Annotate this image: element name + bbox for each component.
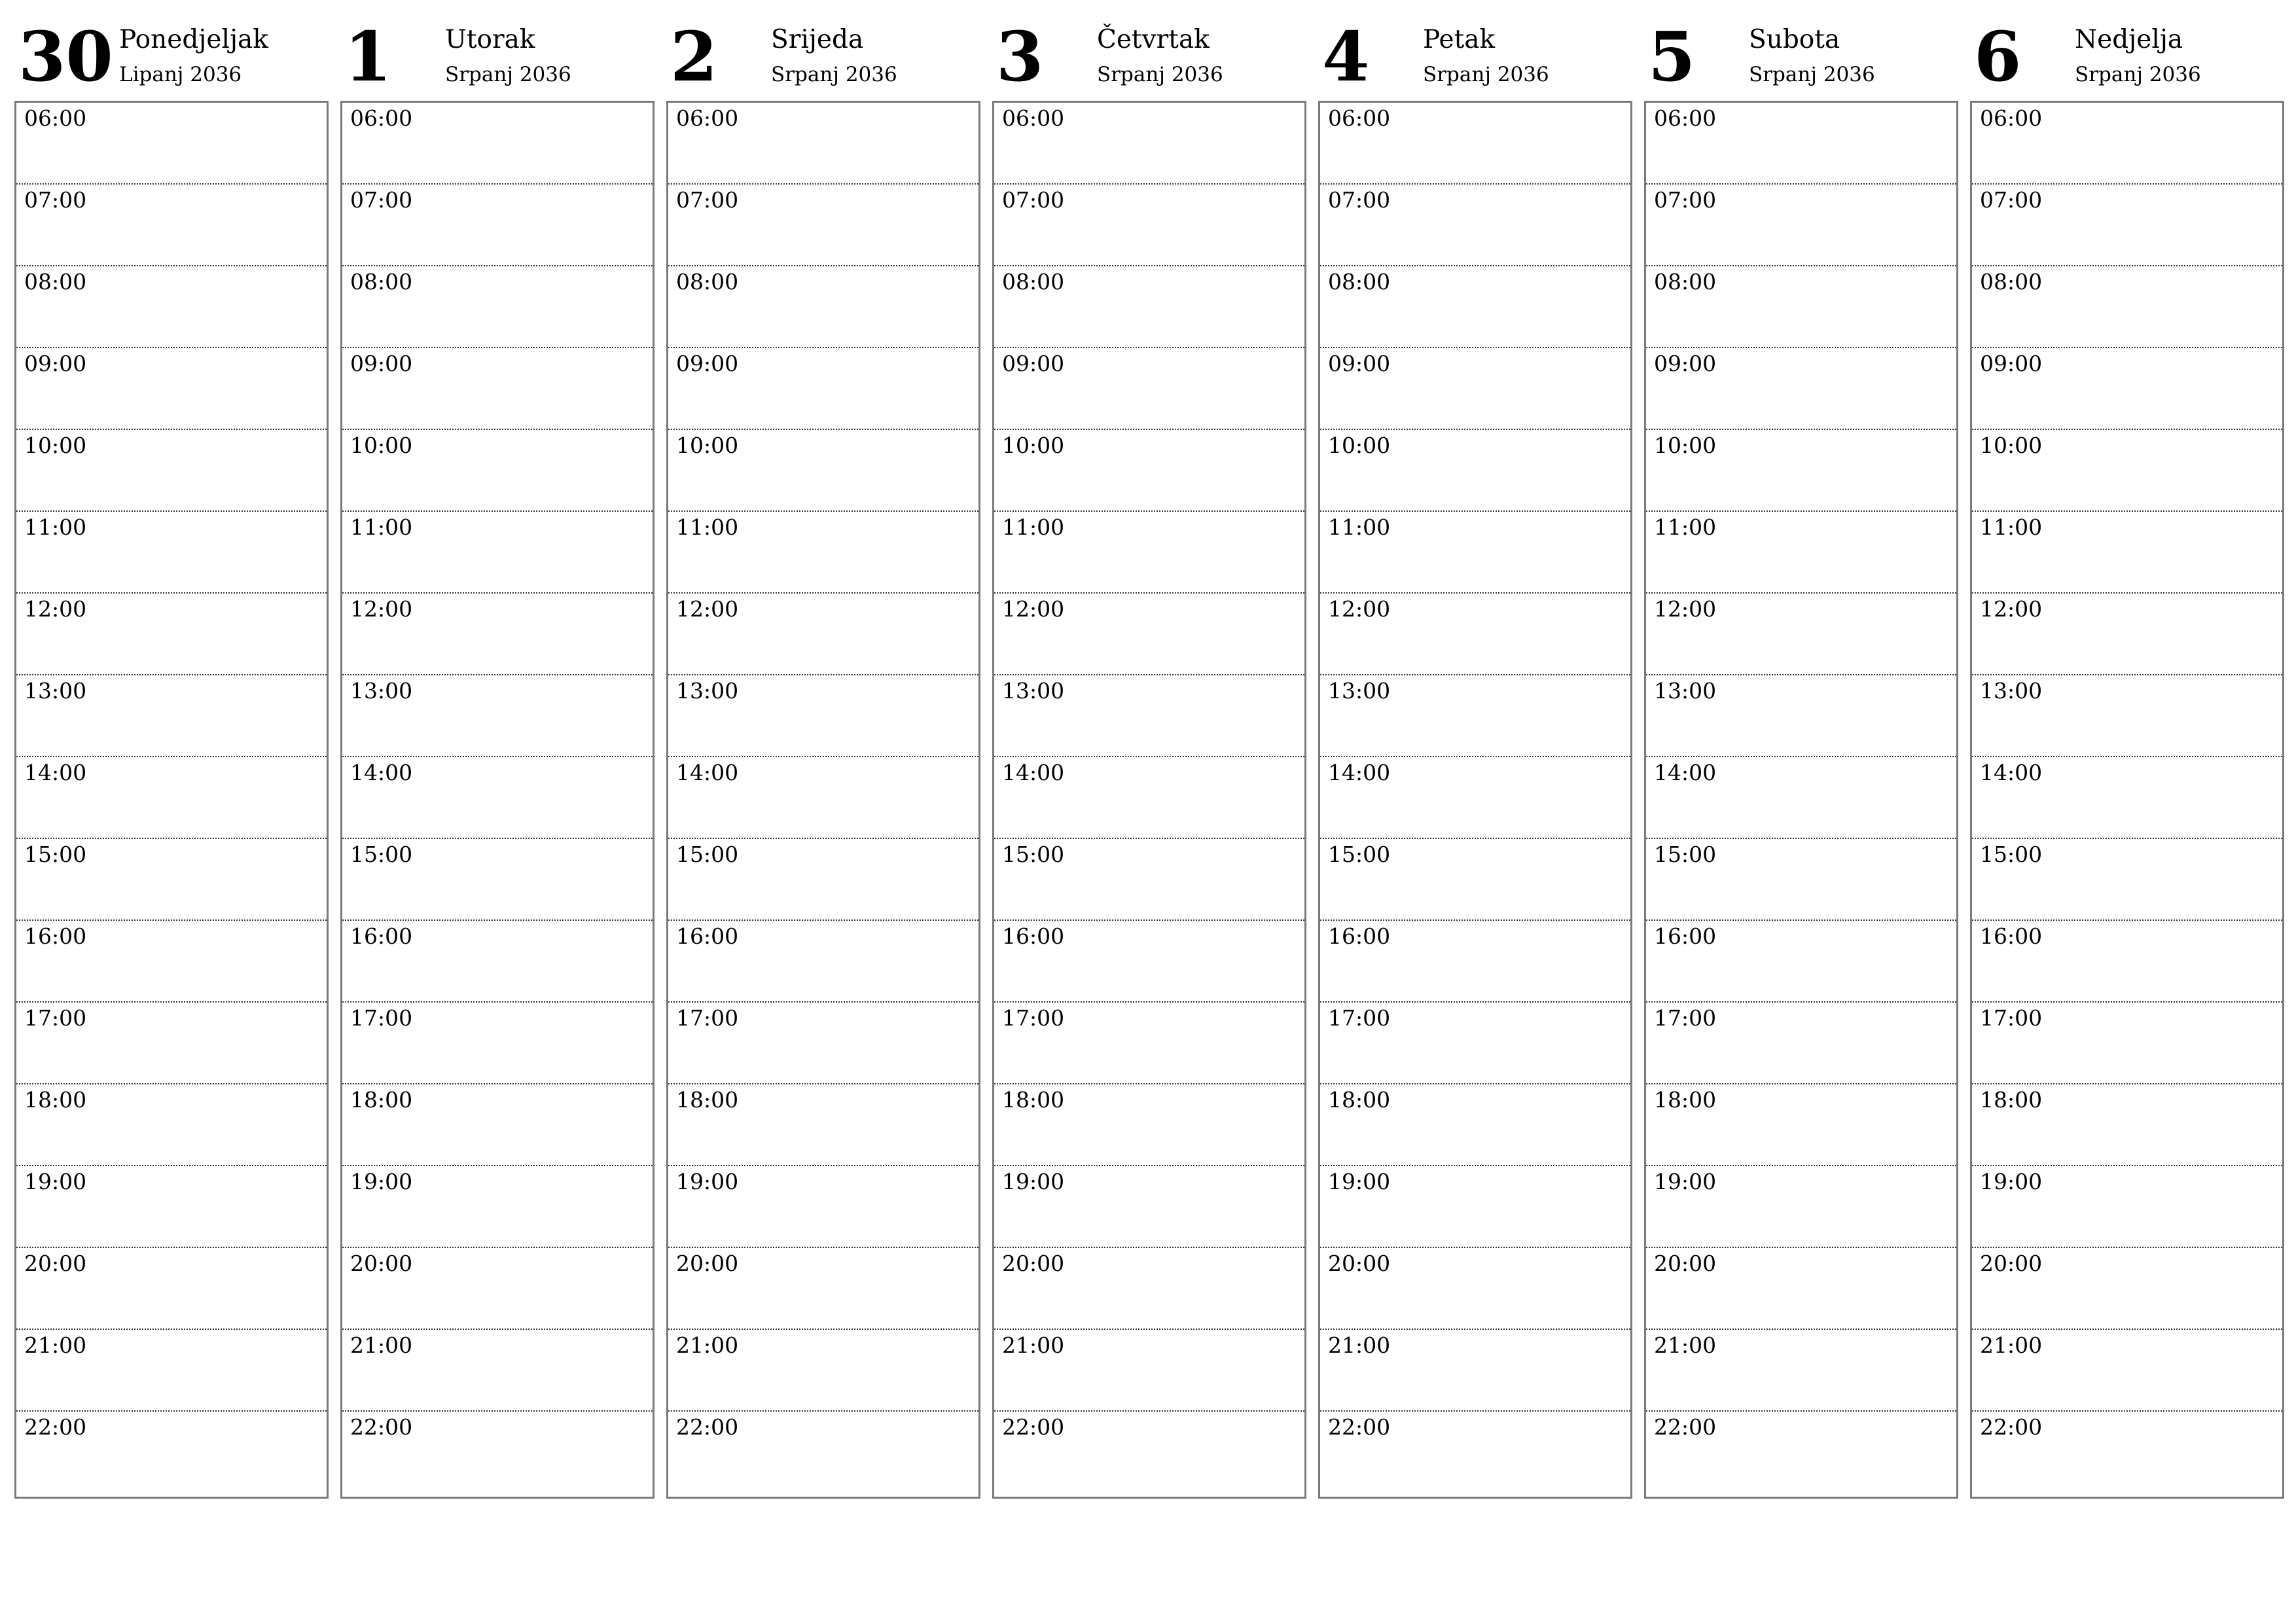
time-slot-label: 21:00 (676, 1332, 739, 1358)
time-slot[interactable] (668, 103, 978, 185)
time-slot[interactable] (16, 921, 327, 1003)
time-slot-list (340, 101, 655, 1499)
time-slot[interactable] (668, 757, 978, 839)
time-slot[interactable] (994, 1084, 1304, 1166)
time-slot-label: 08:00 (1654, 269, 1717, 294)
time-slot[interactable] (342, 185, 653, 266)
time-slot-label: 14:00 (1328, 760, 1391, 785)
time-slot[interactable] (342, 921, 653, 1003)
time-slot[interactable] (668, 1166, 978, 1248)
time-slot[interactable] (16, 594, 327, 675)
time-slot-label: 21:00 (1654, 1332, 1717, 1358)
time-slot-label: 13:00 (1328, 678, 1391, 704)
time-slot[interactable] (342, 1003, 653, 1084)
time-slot-list (992, 101, 1306, 1499)
time-slot-label: 06:00 (24, 105, 87, 131)
day-month: Lipanj 2036 (119, 63, 242, 86)
time-slot[interactable] (994, 1412, 1304, 1493)
day-header (1318, 0, 1631, 98)
time-slot-label: 22:00 (1654, 1414, 1717, 1440)
time-slot-label: 18:00 (24, 1087, 87, 1113)
time-slot-label: 12:00 (1002, 596, 1065, 622)
time-slot[interactable] (1320, 921, 1630, 1003)
time-slot-label: 17:00 (1002, 1005, 1065, 1031)
day-column (1970, 0, 2283, 1500)
time-slot-label: 20:00 (350, 1251, 413, 1276)
time-slot[interactable] (994, 430, 1304, 512)
time-slot[interactable] (16, 348, 327, 430)
day-header (992, 0, 1305, 98)
day-month: Srpanj 2036 (445, 63, 571, 86)
time-slot-label: 12:00 (24, 596, 87, 622)
day-number: 6 (1974, 16, 2022, 97)
time-slot-label: 18:00 (1980, 1087, 2043, 1113)
time-slot[interactable] (1646, 348, 1956, 430)
time-slot-label: 18:00 (676, 1087, 739, 1113)
time-slot-label: 16:00 (350, 923, 413, 949)
time-slot[interactable] (668, 839, 978, 921)
time-slot[interactable] (1320, 512, 1630, 594)
time-slot[interactable] (1320, 594, 1630, 675)
time-slot-list (14, 101, 329, 1499)
time-slot-label: 11:00 (350, 514, 413, 540)
day-column (14, 0, 327, 1500)
day-month: Srpanj 2036 (1097, 63, 1223, 86)
time-slot[interactable] (668, 512, 978, 594)
time-slot-label: 06:00 (1980, 105, 2043, 131)
time-slot[interactable] (1646, 512, 1956, 594)
time-slot[interactable] (1646, 839, 1956, 921)
time-slot-label: 15:00 (1002, 842, 1065, 867)
time-slot[interactable] (668, 594, 978, 675)
time-slot-label: 09:00 (676, 351, 739, 376)
time-slot[interactable] (342, 1330, 653, 1412)
time-slot[interactable] (1646, 675, 1956, 757)
time-slot-label: 19:00 (24, 1169, 87, 1194)
time-slot[interactable] (1972, 103, 2282, 185)
time-slot-label: 16:00 (676, 923, 739, 949)
time-slot[interactable] (1646, 921, 1956, 1003)
time-slot[interactable] (1646, 594, 1956, 675)
time-slot[interactable] (994, 512, 1304, 594)
time-slot-label: 17:00 (1980, 1005, 2043, 1031)
day-name: Ponedjeljak (119, 25, 268, 54)
time-slot-label: 06:00 (676, 105, 739, 131)
time-slot[interactable] (1972, 1084, 2282, 1166)
time-slot-label: 12:00 (1654, 596, 1717, 622)
time-slot-label: 11:00 (676, 514, 739, 540)
time-slot[interactable] (1320, 1084, 1630, 1166)
day-name: Srijeda (771, 25, 864, 54)
time-slot-label: 15:00 (1328, 842, 1391, 867)
time-slot[interactable] (1320, 1330, 1630, 1412)
time-slot-label: 06:00 (1328, 105, 1391, 131)
time-slot-label: 13:00 (350, 678, 413, 704)
time-slot[interactable] (1646, 757, 1956, 839)
time-slot[interactable] (994, 266, 1304, 348)
time-slot[interactable] (668, 185, 978, 266)
time-slot-label: 16:00 (1980, 923, 2043, 949)
time-slot[interactable] (1320, 103, 1630, 185)
time-slot[interactable] (1646, 266, 1956, 348)
time-slot-label: 13:00 (1980, 678, 2043, 704)
time-slot-label: 19:00 (676, 1169, 739, 1194)
time-slot[interactable] (342, 430, 653, 512)
time-slot[interactable] (16, 103, 327, 185)
time-slot-label: 08:00 (1980, 269, 2043, 294)
time-slot[interactable] (16, 1084, 327, 1166)
time-slot-label: 07:00 (1002, 187, 1065, 213)
time-slot[interactable] (668, 1412, 978, 1493)
day-name: Petak (1423, 25, 1496, 54)
time-slot[interactable] (1972, 594, 2282, 675)
time-slot-label: 15:00 (1980, 842, 2043, 867)
time-slot-label: 21:00 (1328, 1332, 1391, 1358)
time-slot[interactable] (668, 266, 978, 348)
time-slot[interactable] (994, 839, 1304, 921)
time-slot-label: 06:00 (350, 105, 413, 131)
time-slot[interactable] (1320, 1166, 1630, 1248)
time-slot[interactable] (1646, 1412, 1956, 1493)
time-slot-label: 10:00 (350, 433, 413, 458)
time-slot-label: 16:00 (1654, 923, 1717, 949)
time-slot-label: 20:00 (1980, 1251, 2043, 1276)
day-header (340, 0, 653, 98)
time-slot[interactable] (16, 1248, 327, 1330)
time-slot[interactable] (16, 839, 327, 921)
time-slot-label: 19:00 (1328, 1169, 1391, 1194)
day-column (992, 0, 1305, 1500)
time-slot[interactable] (16, 757, 327, 839)
day-header (14, 0, 327, 98)
time-slot[interactable] (1972, 757, 2282, 839)
time-slot[interactable] (342, 675, 653, 757)
time-slot-label: 08:00 (350, 269, 413, 294)
time-slot-label: 08:00 (1328, 269, 1391, 294)
time-slot[interactable] (1320, 1412, 1630, 1493)
time-slot[interactable] (668, 921, 978, 1003)
time-slot[interactable] (668, 675, 978, 757)
time-slot-label: 13:00 (676, 678, 739, 704)
time-slot-label: 06:00 (1002, 105, 1065, 131)
day-name: Nedjelja (2075, 25, 2183, 54)
time-slot[interactable] (16, 512, 327, 594)
time-slot[interactable] (1646, 1084, 1956, 1166)
time-slot-label: 09:00 (1328, 351, 1391, 376)
time-slot-label: 14:00 (676, 760, 739, 785)
day-month: Srpanj 2036 (1749, 63, 1875, 86)
day-number: 1 (344, 16, 392, 97)
time-slot[interactable] (16, 266, 327, 348)
time-slot[interactable] (1972, 1003, 2282, 1084)
day-header (1644, 0, 1957, 98)
time-slot[interactable] (342, 266, 653, 348)
time-slot-label: 22:00 (1002, 1414, 1065, 1440)
day-number: 30 (18, 16, 113, 97)
time-slot-label: 14:00 (1980, 760, 2043, 785)
time-slot[interactable] (342, 348, 653, 430)
time-slot-label: 18:00 (1654, 1087, 1717, 1113)
time-slot-label: 22:00 (676, 1414, 739, 1440)
time-slot-list (666, 101, 980, 1499)
time-slot-label: 12:00 (676, 596, 739, 622)
time-slot-label: 14:00 (24, 760, 87, 785)
time-slot[interactable] (1972, 921, 2282, 1003)
time-slot[interactable] (994, 348, 1304, 430)
time-slot-label: 10:00 (1654, 433, 1717, 458)
time-slot-label: 21:00 (350, 1332, 413, 1358)
day-name: Subota (1749, 25, 1840, 54)
time-slot[interactable] (16, 1330, 327, 1412)
time-slot[interactable] (1972, 430, 2282, 512)
time-slot-label: 11:00 (24, 514, 87, 540)
time-slot-label: 10:00 (1328, 433, 1391, 458)
time-slot-label: 09:00 (24, 351, 87, 376)
time-slot-label: 18:00 (1328, 1087, 1391, 1113)
time-slot[interactable] (994, 675, 1304, 757)
time-slot-label: 17:00 (676, 1005, 739, 1031)
day-number: 3 (996, 16, 1044, 97)
time-slot-label: 11:00 (1980, 514, 2043, 540)
time-slot-label: 17:00 (24, 1005, 87, 1031)
time-slot[interactable] (1320, 839, 1630, 921)
day-column (666, 0, 979, 1500)
time-slot-label: 13:00 (24, 678, 87, 704)
time-slot[interactable] (342, 1248, 653, 1330)
time-slot-label: 19:00 (1654, 1169, 1717, 1194)
time-slot[interactable] (1646, 103, 1956, 185)
time-slot-label: 14:00 (350, 760, 413, 785)
week-planner (14, 0, 2283, 1505)
time-slot[interactable] (342, 103, 653, 185)
time-slot[interactable] (1320, 266, 1630, 348)
time-slot[interactable] (1972, 185, 2282, 266)
time-slot[interactable] (1972, 839, 2282, 921)
time-slot[interactable] (1972, 1166, 2282, 1248)
time-slot[interactable] (1972, 675, 2282, 757)
time-slot[interactable] (994, 594, 1304, 675)
time-slot-label: 08:00 (24, 269, 87, 294)
time-slot-label: 20:00 (1328, 1251, 1391, 1276)
time-slot[interactable] (16, 1166, 327, 1248)
time-slot[interactable] (342, 512, 653, 594)
time-slot-label: 20:00 (24, 1251, 87, 1276)
time-slot-label: 11:00 (1328, 514, 1391, 540)
time-slot[interactable] (668, 1248, 978, 1330)
day-month: Srpanj 2036 (2075, 63, 2201, 86)
time-slot-label: 09:00 (1002, 351, 1065, 376)
time-slot-label: 11:00 (1002, 514, 1065, 540)
time-slot-label: 17:00 (350, 1005, 413, 1031)
time-slot-label: 18:00 (350, 1087, 413, 1113)
time-slot-label: 16:00 (24, 923, 87, 949)
time-slot-label: 22:00 (1328, 1414, 1391, 1440)
time-slot[interactable] (994, 1166, 1304, 1248)
time-slot[interactable] (342, 757, 653, 839)
time-slot-label: 20:00 (1654, 1251, 1717, 1276)
time-slot-label: 09:00 (1980, 351, 2043, 376)
time-slot[interactable] (1972, 348, 2282, 430)
time-slot[interactable] (1320, 757, 1630, 839)
time-slot[interactable] (994, 1330, 1304, 1412)
time-slot[interactable] (342, 1084, 653, 1166)
time-slot[interactable] (342, 839, 653, 921)
time-slot-label: 06:00 (1654, 105, 1717, 131)
time-slot-label: 08:00 (1002, 269, 1065, 294)
day-column (1644, 0, 1957, 1500)
time-slot-label: 15:00 (676, 842, 739, 867)
time-slot-label: 13:00 (1654, 678, 1717, 704)
time-slot[interactable] (1646, 1248, 1956, 1330)
time-slot-label: 15:00 (24, 842, 87, 867)
time-slot[interactable] (1646, 1330, 1956, 1412)
time-slot[interactable] (668, 1330, 978, 1412)
time-slot-label: 19:00 (1002, 1169, 1065, 1194)
time-slot-label: 12:00 (350, 596, 413, 622)
time-slot-list (1970, 101, 2284, 1499)
time-slot[interactable] (994, 103, 1304, 185)
time-slot[interactable] (16, 675, 327, 757)
day-column (1318, 0, 1631, 1500)
time-slot[interactable] (342, 594, 653, 675)
time-slot-label: 10:00 (24, 433, 87, 458)
time-slot[interactable] (1972, 1330, 2282, 1412)
time-slot-label: 07:00 (1980, 187, 2043, 213)
time-slot[interactable] (1972, 1412, 2282, 1493)
time-slot[interactable] (16, 430, 327, 512)
day-number: 5 (1648, 16, 1696, 97)
time-slot-label: 20:00 (1002, 1251, 1065, 1276)
time-slot[interactable] (1320, 430, 1630, 512)
time-slot-label: 09:00 (1654, 351, 1717, 376)
time-slot-label: 07:00 (1328, 187, 1391, 213)
time-slot[interactable] (1320, 675, 1630, 757)
time-slot[interactable] (16, 1412, 327, 1493)
time-slot-label: 14:00 (1002, 760, 1065, 785)
time-slot[interactable] (1646, 1003, 1956, 1084)
time-slot-label: 07:00 (350, 187, 413, 213)
day-name: Četvrtak (1097, 25, 1210, 54)
time-slot[interactable] (994, 185, 1304, 266)
time-slot[interactable] (1320, 348, 1630, 430)
time-slot-label: 07:00 (676, 187, 739, 213)
time-slot[interactable] (342, 1166, 653, 1248)
time-slot-label: 16:00 (1328, 923, 1391, 949)
time-slot-label: 13:00 (1002, 678, 1065, 704)
time-slot-list (1644, 101, 1958, 1499)
time-slot-label: 10:00 (676, 433, 739, 458)
time-slot[interactable] (342, 1412, 653, 1493)
time-slot[interactable] (668, 1003, 978, 1084)
time-slot-label: 12:00 (1328, 596, 1391, 622)
time-slot-label: 15:00 (350, 842, 413, 867)
time-slot-label: 21:00 (24, 1332, 87, 1358)
time-slot-label: 10:00 (1980, 433, 2043, 458)
time-slot[interactable] (994, 921, 1304, 1003)
time-slot-label: 21:00 (1002, 1332, 1065, 1358)
time-slot-label: 20:00 (676, 1251, 739, 1276)
time-slot-label: 16:00 (1002, 923, 1065, 949)
time-slot[interactable] (994, 757, 1304, 839)
time-slot[interactable] (668, 348, 978, 430)
time-slot[interactable] (16, 1003, 327, 1084)
day-month: Srpanj 2036 (1423, 63, 1549, 86)
day-header (1970, 0, 2283, 98)
day-header (666, 0, 979, 98)
time-slot[interactable] (1972, 266, 2282, 348)
time-slot-label: 21:00 (1980, 1332, 2043, 1358)
time-slot-label: 14:00 (1654, 760, 1717, 785)
time-slot[interactable] (1972, 512, 2282, 594)
time-slot-label: 17:00 (1328, 1005, 1391, 1031)
time-slot-list (1318, 101, 1632, 1499)
time-slot[interactable] (994, 1003, 1304, 1084)
time-slot-label: 22:00 (350, 1414, 413, 1440)
time-slot[interactable] (16, 185, 327, 266)
day-number: 4 (1322, 16, 1370, 97)
time-slot[interactable] (1320, 1248, 1630, 1330)
time-slot[interactable] (1646, 430, 1956, 512)
time-slot[interactable] (668, 430, 978, 512)
time-slot-label: 07:00 (24, 187, 87, 213)
day-column (340, 0, 653, 1500)
time-slot-label: 17:00 (1654, 1005, 1717, 1031)
time-slot[interactable] (1646, 185, 1956, 266)
time-slot-label: 22:00 (24, 1414, 87, 1440)
day-number: 2 (670, 16, 718, 97)
time-slot-label: 22:00 (1980, 1414, 2043, 1440)
time-slot[interactable] (1972, 1248, 2282, 1330)
time-slot[interactable] (994, 1248, 1304, 1330)
time-slot[interactable] (1320, 185, 1630, 266)
time-slot-label: 07:00 (1654, 187, 1717, 213)
time-slot-label: 19:00 (1980, 1169, 2043, 1194)
time-slot-label: 19:00 (350, 1169, 413, 1194)
time-slot[interactable] (1320, 1003, 1630, 1084)
time-slot-label: 11:00 (1654, 514, 1717, 540)
time-slot-label: 08:00 (676, 269, 739, 294)
day-month: Srpanj 2036 (771, 63, 897, 86)
time-slot-label: 18:00 (1002, 1087, 1065, 1113)
time-slot-label: 12:00 (1980, 596, 2043, 622)
time-slot[interactable] (668, 1084, 978, 1166)
day-name: Utorak (445, 25, 535, 54)
time-slot-label: 09:00 (350, 351, 413, 376)
time-slot-label: 15:00 (1654, 842, 1717, 867)
time-slot[interactable] (1646, 1166, 1956, 1248)
time-slot-label: 10:00 (1002, 433, 1065, 458)
